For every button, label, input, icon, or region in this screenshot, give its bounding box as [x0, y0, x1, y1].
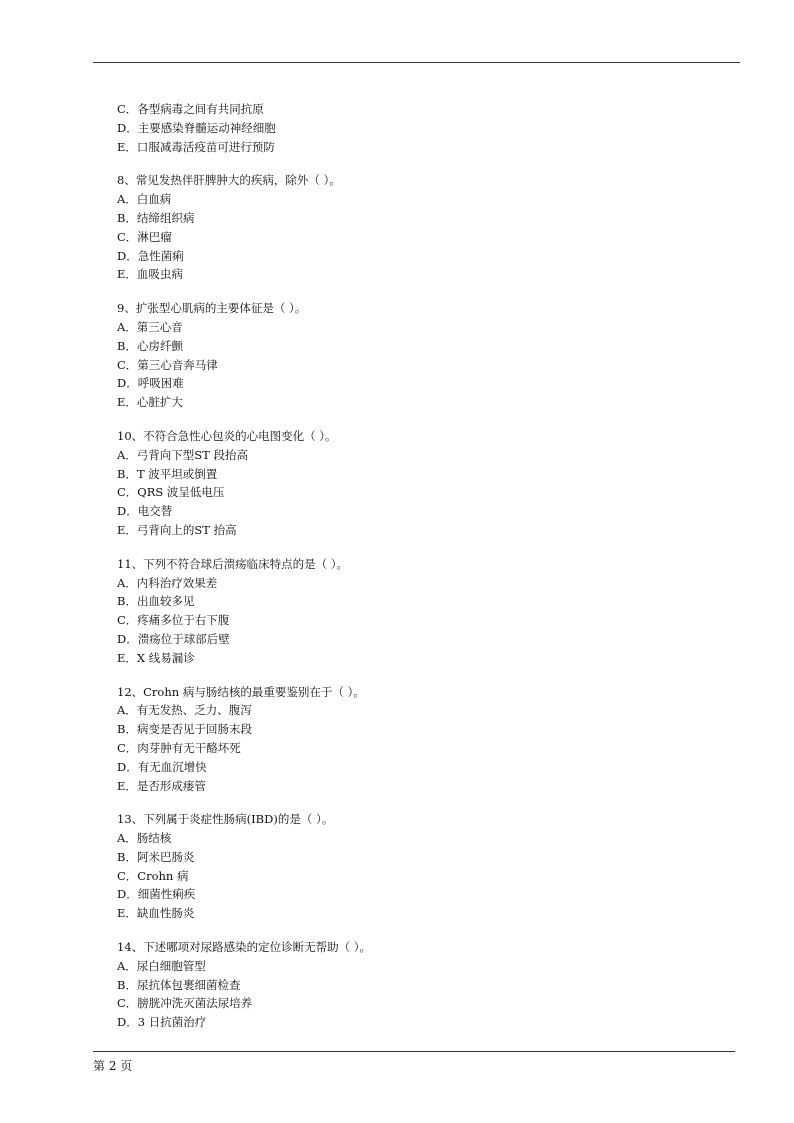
question-text: 13、下列属于炎症性肠病(IBD)的是（ ）。	[117, 812, 334, 827]
answer-option: E．缺血性肠炎	[117, 906, 195, 921]
page-number: 第 2 页	[93, 1059, 133, 1073]
answer-option: E．心脏扩大	[117, 395, 183, 410]
answer-option: B．阿米巴肠炎	[117, 849, 195, 864]
answer-option: E．弓背向上的ST 抬高	[117, 522, 237, 537]
answer-option: B．尿抗体包裹细菌检查	[117, 977, 241, 992]
answer-option: C．淋巴瘤	[117, 229, 172, 244]
answer-option: A．第三心音	[117, 319, 183, 334]
question-block	[117, 171, 717, 284]
answer-option: C．疼痛多位于右下腹	[117, 613, 230, 628]
question-text: 8、常见发热伴肝脾肿大的疾病，除外（ ）。	[117, 173, 341, 188]
question-block	[117, 555, 717, 668]
answer-option: D．有无血沉增快	[117, 759, 207, 774]
answer-option: C．肉芽肿有无干酪坏死	[117, 740, 241, 755]
answer-option: E．口服减毒活疫苗可进行预防	[117, 139, 275, 154]
answer-option: A．弓背向下型ST 段抬高	[117, 447, 249, 462]
answer-option: D．细菌性痢疾	[117, 887, 196, 902]
answer-option: D．急性菌痢	[117, 248, 184, 263]
answer-option: C．QRS 波呈低电压	[117, 485, 225, 500]
question-block	[117, 427, 717, 540]
answer-option: B．心房纤颤	[117, 338, 183, 353]
question-text: 12、Crohn 病与肠结核的最重要鉴别在于（ ）。	[117, 684, 365, 699]
answer-option: D．3 日抗菌治疗	[117, 1015, 207, 1030]
footer-rule	[93, 1051, 735, 1052]
question-list	[117, 100, 717, 1047]
answer-option: C．各型病毒之间有共同抗原	[117, 102, 264, 116]
answer-option: C．Crohn 病	[117, 868, 189, 883]
answer-option: C．第三心音奔马律	[117, 357, 218, 372]
answer-option: D．主要感染脊髓运动神经细胞	[117, 120, 276, 135]
answer-option: A．内科治疗效果差	[117, 575, 218, 590]
question-block	[117, 683, 717, 796]
answer-option: B．出血较多见	[117, 594, 195, 609]
answer-option: A．有无发热、乏力、腹泻	[117, 703, 252, 718]
answer-option: D．呼吸困难	[117, 376, 184, 391]
question-text: 10、不符合急性心包炎的心电图变化（ ）。	[117, 428, 337, 443]
question-block	[117, 938, 717, 1032]
answer-option: E．是否形成瘘管	[117, 778, 206, 793]
answer-option: A．白血病	[117, 192, 172, 207]
question-block	[117, 100, 717, 156]
answer-option: D．电交替	[117, 504, 173, 519]
answer-option: B．T 波平坦或倒置	[117, 466, 218, 481]
question-text: 9、扩张型心肌病的主要体征是（ ）。	[117, 301, 307, 316]
question-block	[117, 299, 717, 412]
answer-option: A．肠结核	[117, 831, 172, 846]
question-text: 14、下述哪项对尿路感染的定位诊断无帮助（ ）。	[117, 940, 372, 955]
answer-option: E．X 线易漏诊	[117, 650, 195, 665]
question-block	[117, 810, 717, 923]
answer-option: B．结缔组织病	[117, 210, 195, 225]
answer-option: E．血吸虫病	[117, 267, 183, 282]
answer-option: D．溃疡位于球部后壁	[117, 631, 230, 646]
answer-option: C．膀胱冲洗灭菌法尿培养	[117, 996, 253, 1011]
header-rule	[93, 62, 740, 63]
answer-option: B．病变是否见于回肠末段	[117, 722, 252, 737]
question-text: 11、下列不符合球后溃疡临床特点的是（ ）。	[117, 556, 349, 571]
answer-option: A．尿白细胞管型	[117, 958, 206, 973]
